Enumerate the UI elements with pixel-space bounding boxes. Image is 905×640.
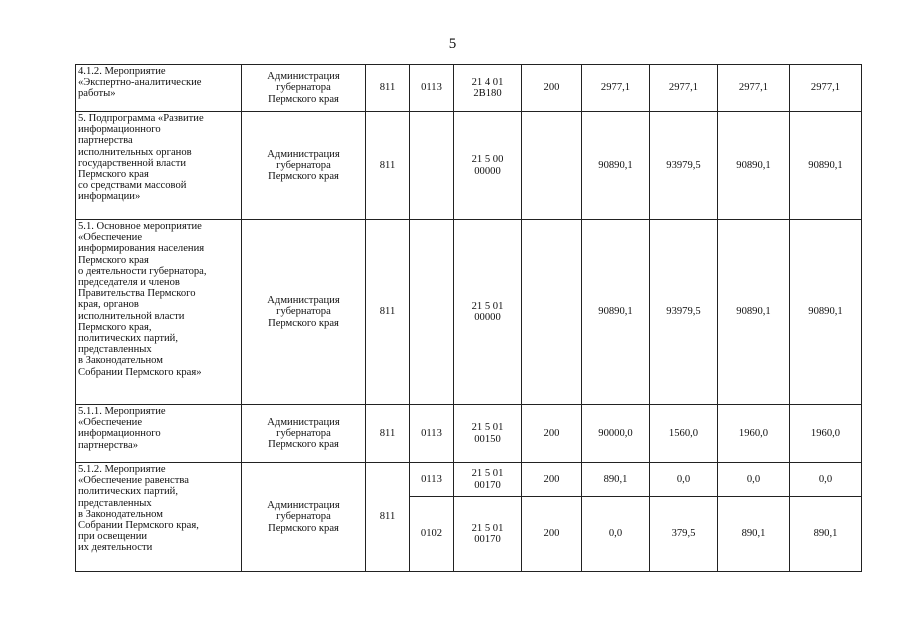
value-cell-3: 2977,1 <box>718 65 790 112</box>
table-row <box>76 463 862 497</box>
value-cell-1: 890,1 <box>582 463 650 497</box>
target-article-cell: 21 5 00 00000 <box>454 112 522 220</box>
row-name-cell: 5.1.1. Мероприятие «Обеспечение информационного партнерства» <box>76 405 242 463</box>
target-article-cell: 21 5 01 00000 <box>454 220 522 405</box>
table-row <box>76 220 862 405</box>
grbs-cell: 811 <box>366 405 410 463</box>
value-cell-2: 379,5 <box>650 497 718 572</box>
value-cell-3: 0,0 <box>718 463 790 497</box>
value-cell-1: 90890,1 <box>582 220 650 405</box>
row-name-cell: 4.1.2. Мероприятие «Экспертно-аналитические работы» <box>76 65 242 112</box>
grbs-cell: 811 <box>366 112 410 220</box>
value-cell-1: 90890,1 <box>582 112 650 220</box>
target-article-cell: 21 4 01 2В180 <box>454 65 522 112</box>
row-name-cell: 5. Подпрограмма «Развитие информационного партнерства исполнительных органов государственной власти Пермского края со средствами массовой информации» <box>76 112 242 220</box>
value-cell-4: 90890,1 <box>790 220 862 405</box>
page-number: 5 <box>448 36 457 52</box>
expense-type-cell: 200 <box>522 405 582 463</box>
target-article-cell: 21 5 01 00170 <box>454 497 522 572</box>
value-cell-2: 2977,1 <box>650 65 718 112</box>
target-article-cell: 21 5 01 00170 <box>454 463 522 497</box>
expense-type-cell <box>522 220 582 405</box>
section-cell: 0102 <box>410 497 454 572</box>
value-cell-4: 890,1 <box>790 497 862 572</box>
value-cell-2: 0,0 <box>650 463 718 497</box>
budget-table <box>75 64 862 572</box>
grbs-cell: 811 <box>366 220 410 405</box>
value-cell-2: 1560,0 <box>650 405 718 463</box>
org-cell: Администрация губернатора Пермского края <box>242 405 366 463</box>
row-name-cell: 5.1.2. Мероприятие «Обеспечение равенства политических партий, представленных в Законодательном Собрании Пермского края, при освещении их деятельности <box>76 463 242 572</box>
value-cell-3: 90890,1 <box>718 112 790 220</box>
org-cell: Администрация губернатора Пермского края <box>242 65 366 112</box>
value-cell-4: 90890,1 <box>790 112 862 220</box>
value-cell-1: 2977,1 <box>582 65 650 112</box>
value-cell-2: 93979,5 <box>650 220 718 405</box>
grbs-cell: 811 <box>366 65 410 112</box>
value-cell-4: 1960,0 <box>790 405 862 463</box>
section-cell <box>410 220 454 405</box>
grbs-cell: 811 <box>366 463 410 572</box>
value-cell-3: 90890,1 <box>718 220 790 405</box>
section-cell: 0113 <box>410 405 454 463</box>
org-cell: Администрация губернатора Пермского края <box>242 112 366 220</box>
table-row <box>76 112 862 220</box>
section-cell: 0113 <box>410 65 454 112</box>
row-name-cell: 5.1. Основное мероприятие «Обеспечение информирования населения Пермского края о деятельности губернатора, председателя и членов Правительства Пермского края, органов исполнительной власти Пермского края, политических партий, представленных в Законодательном Собрании Пермского края» <box>76 220 242 405</box>
value-cell-4: 0,0 <box>790 463 862 497</box>
table-row <box>76 405 862 463</box>
expense-type-cell: 200 <box>522 463 582 497</box>
value-cell-3: 1960,0 <box>718 405 790 463</box>
org-cell: Администрация губернатора Пермского края <box>242 463 366 572</box>
section-cell: 0113 <box>410 463 454 497</box>
expense-type-cell: 200 <box>522 65 582 112</box>
value-cell-3: 890,1 <box>718 497 790 572</box>
org-cell: Администрация губернатора Пермского края <box>242 220 366 405</box>
table-row <box>76 65 862 112</box>
value-cell-1: 0,0 <box>582 497 650 572</box>
value-cell-4: 2977,1 <box>790 65 862 112</box>
expense-type-cell: 200 <box>522 497 582 572</box>
value-cell-1: 90000,0 <box>582 405 650 463</box>
target-article-cell: 21 5 01 00150 <box>454 405 522 463</box>
value-cell-2: 93979,5 <box>650 112 718 220</box>
expense-type-cell <box>522 112 582 220</box>
section-cell <box>410 112 454 220</box>
